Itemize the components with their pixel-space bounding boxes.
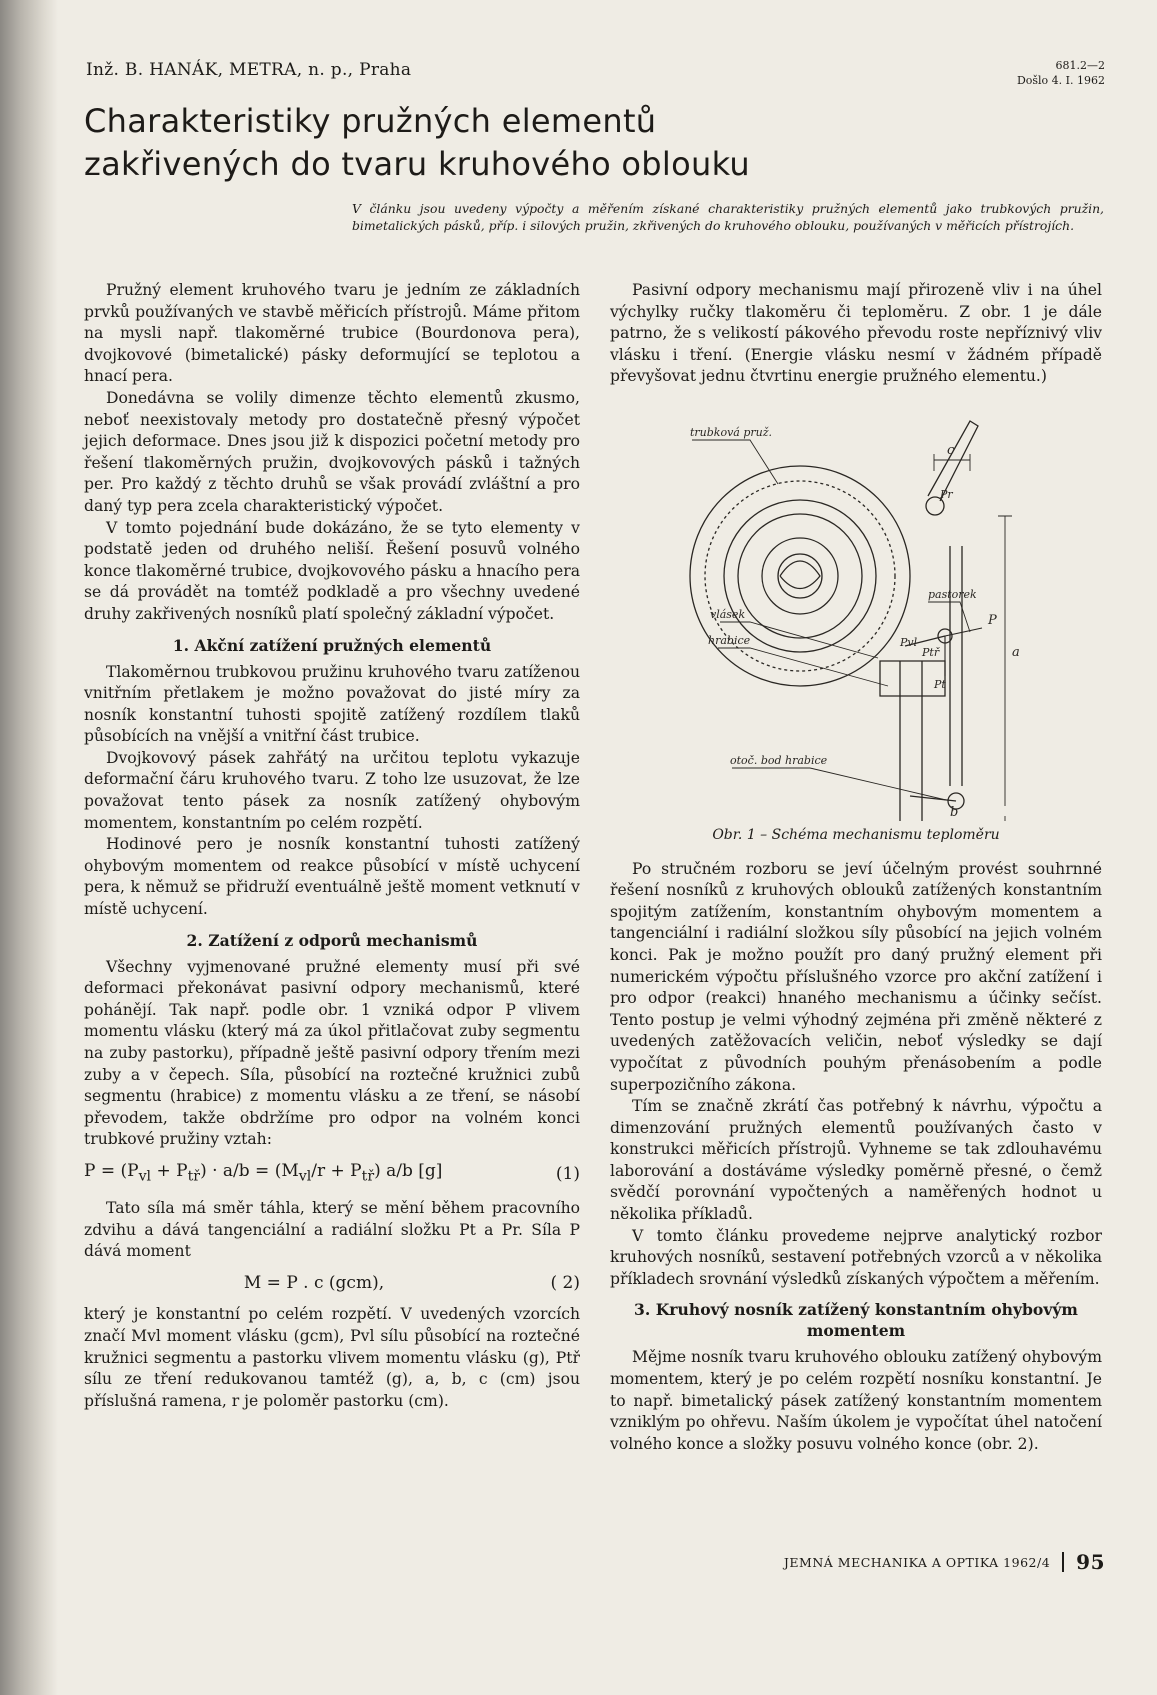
leader-tube: [692, 440, 778, 484]
author-line: Inž. B. HANÁK, METRA, n. p., Praha: [86, 60, 412, 80]
label-Pvl: Pvl: [900, 635, 918, 649]
spiral-core: [780, 561, 820, 589]
paragraph: Všechny vyjmenované pružné elementy musí při své deformaci překonávat pasivní odpory mechanismů, které pohánějí. Tak např. podle obr. 1 vzniká odpor P vlivem momentu vlásku (který má za úkol přitlačovat zuby segmentu na zuby pastorku), případně ještě pasivní odpory třením mezi zuby a v čepech. Síla, působící na roztečné kružnici zubů segmentu (hrabice) z momentu vlásku a ze tření, se násobí převodem, takže obdržíme pro odpor na volném konci trubkové pružiny vztah:: [84, 957, 580, 1149]
equation-number: (1): [555, 1163, 580, 1184]
left-column: [84, 280, 580, 1412]
book-binding-shadow: [0, 0, 58, 1695]
paragraph: V tomto pojednání bude dokázáno, že se tyto elementy v podstatě jeden od druhého neliší. Řešení posuvů volného konce tlakoměrné trubice, dvojkovového pásku a hnacího pera se dá provádět na tomtéž podkladě a pro všechny uvedené druhy zakřivených nosníků platí společný základní výpočet.: [84, 518, 580, 623]
article-code: [1017, 58, 1105, 88]
paragraph: Tato síla má směr táhla, který se mění během pracovního zdvihu a dává tangenciální a radiální složku Pt a Pr. Síla P dává moment: [84, 1198, 580, 1261]
paragraph: Pasivní odpory mechanismu mají přirozeně vliv i na úhel výchylky ručky tlakoměru či teploměru. Z obr. 1 je dále patrno, že s velikostí pákového převodu roste nepříznivý vliv vlásku i tření. (Energie vlásku nesmí v žádném případě převyšovat jednu čtvrtinu energie pružného elementu.): [610, 281, 1102, 386]
paragraph: Donedávna se volily dimenze těchto elementů zkusmo, neboť neexistovaly metody pro dostatečně přesný výpočet jejich deformace. Dnes jsou již k dispozici početní metody pro řešení tlakoměrných pružin, dvojkovových pásků i tažných per. Pro každý z těchto druhů se však provádí zvláštní a pro daný typ pera zcela charakteristický výpočet.: [84, 388, 580, 515]
label-P: P: [988, 612, 997, 628]
dim-a: [998, 516, 1012, 806]
label-a: a: [1012, 644, 1020, 660]
label-hrabice: hrabice: [708, 633, 751, 647]
leader-otoc: [732, 768, 946, 800]
right-column: [610, 280, 1102, 1455]
section-heading-1: 1. Akční zatížení pružných elementů: [172, 635, 492, 655]
figure-1-caption: Obr. 1 – Schéma mechanismu teploměru: [712, 826, 1000, 843]
received-date: Došlo 4. I. 1962: [1016, 74, 1105, 87]
spiral-outer: [762, 538, 838, 614]
label-otoc-bod: otoč. bod hrabice: [730, 753, 828, 767]
leader-pastorek: [928, 602, 970, 632]
paragraph: Dvojkovový pásek zahřátý na určitou teplotu vykazuje deformační čáru kruhového tvaru. Z toho lze usuzovat, že lze považovat tento pásek za nosník zatížený ohybovým momentem, konstantním po celém rozpětí.: [84, 748, 580, 832]
equation-number: ( 2): [550, 1272, 580, 1293]
pointer-arm: [928, 421, 978, 501]
figure-1: [610, 396, 1102, 821]
paragraph: Pružný element kruhového tvaru je jedním ze základních prvků používaných ve stavbě měřicích přístrojů. Máme přitom na mysli např. tlakoměrné trubice (Bourdonova pera), dvojkovové (bimetalické) pásky deformující se teplotou a hnací pera.: [84, 281, 580, 386]
title-line-2: zakřivených do tvaru kruhového oblouku: [84, 145, 750, 183]
paragraph: Tlakoměrnou trubkovou pružinu kruhového tvaru zatíženou vnitřním přetlakem je možno považovat do jisté míry za nosník konstantní tuhosti spojitě zatížený rozdílem tlaků působících na vnější a vnitřní část trubice.: [84, 662, 580, 746]
label-Pr: Pr: [940, 487, 953, 501]
equation-1-body: $P = (P_{vl} + P_{tř}) \cdot a/b = (M_{vl}/r + P_{tř})$ a/b [g]: [84, 1160, 443, 1185]
journal-name: JEMNÁ MECHANIKA A OPTIKA 1962/4: [783, 1554, 1051, 1570]
label-vlasek: vlásek: [710, 607, 746, 621]
paragraph: Mějme nosník tvaru kruhového oblouku zatížený ohybovým momentem, který je po celém rozpětí nosníku konstantní. Je to např. bimetalický pásek zatížený konstantním momentem vzniklým po ohřevu. Naším úkolem je vypočítat úhel natočení volného konce a složky posuvu volného konce (obr. 2).: [610, 1348, 1102, 1453]
paragraph: V tomto článku provedeme nejprve analytický rozbor kruhových nosníků, sestavení potřebných vzorců a v několika příkladech srovnání výsledků získaných výpočtem a měřením.: [610, 1226, 1102, 1288]
section-heading-2: 2. Zatížení z odporů mechanismů: [186, 930, 478, 950]
label-c: c: [947, 442, 955, 458]
section-heading-3: 3. Kruhový nosník zatížený konstantním ohybovým momentem: [634, 1300, 1078, 1341]
article-title: [84, 100, 750, 186]
paragraph: který je konstantní po celém rozpětí. V uvedených vzorcích značí Mvl moment vlásku (gcm), Pvl sílu působící na roztečné kružnici segmentu a pastorku vlivem momentu vlásku (g), Ptř sílu ze tření redukovanou tamtéž (g), a, b, c (cm) jsou příslušná ramena, r je poloměr pastorku (cm).: [84, 1305, 580, 1410]
label-Pt: Pt: [934, 677, 946, 691]
equation-2-body: M = P . c (gcm),: [243, 1272, 385, 1293]
tube-spring-arc: [724, 500, 876, 652]
udc-code: 681.2—2: [1055, 59, 1105, 72]
label-b: b: [950, 804, 959, 820]
label-pastorek: pastorek: [928, 587, 977, 601]
paragraph: Po stručném rozboru se jeví účelným provést souhrnné řešení nosníků z kruhových oblouků zatížených konstantním spojitým zatížením, konstantním ohybovým momentem a tangenciální i radiální složkou síly působící na jejich volném konci. Pak je možno použít pro daný pružný element při numerickém výpočtu příslušného vzorce pro akční zatížení i pro odpor (reakci) hnaného mechanismu a účinky sečíst. Tento postup je velmi výhodný zejména při změně některé z uvedených zatěžovacích veličin, neboť výsledky se dají vypočítat z původních pouhým přenásobením a podle superpozičního zákona.: [610, 859, 1102, 1094]
page-number: 95: [1076, 1550, 1105, 1574]
dial-outer-circle: [690, 466, 910, 686]
thermometer-mechanism-diagram: [610, 396, 1102, 821]
title-line-1: Charakteristiky pružných elementů: [84, 102, 657, 140]
abstract: V článku jsou uvedeny výpočty a měřením získané charakteristiky pružných elementů jako trubkových pružin, bimetalických pásků, příp. i silových pružin, zkřivených do kruhového oblouku, používaných v měřicích přístrojích.: [352, 201, 1104, 233]
paragraph: Tím se značně zkrátí čas potřebný k návrhu, výpočtu a dimenzování pružných elementů používaných často v konstrukci měřicích přístrojů. Vyhneme se tak zdlouhavému laborování a dostáváme výsledky poměrně přesné, o čemž svědčí porovnání vypočtených a naměřených hodnot u několika příkladů.: [610, 1097, 1102, 1224]
equation-1: [84, 1161, 580, 1188]
label-Ptr: Ptř: [922, 645, 940, 659]
label-tube-spring: trubková pruž.: [690, 425, 773, 439]
equation-2: [84, 1273, 580, 1295]
footer-separator: [1062, 1552, 1064, 1572]
tube-spring-arc-inner: [738, 514, 862, 638]
page-footer: [784, 1550, 1105, 1574]
paragraph: Hodinové pero je nosník konstantní tuhosti zatížený ohybovým momentem od reakce působící v místě uchycení pera, k němuž se přidruží eventuálně ještě moment vetknutí v místě uchycení.: [84, 835, 580, 919]
